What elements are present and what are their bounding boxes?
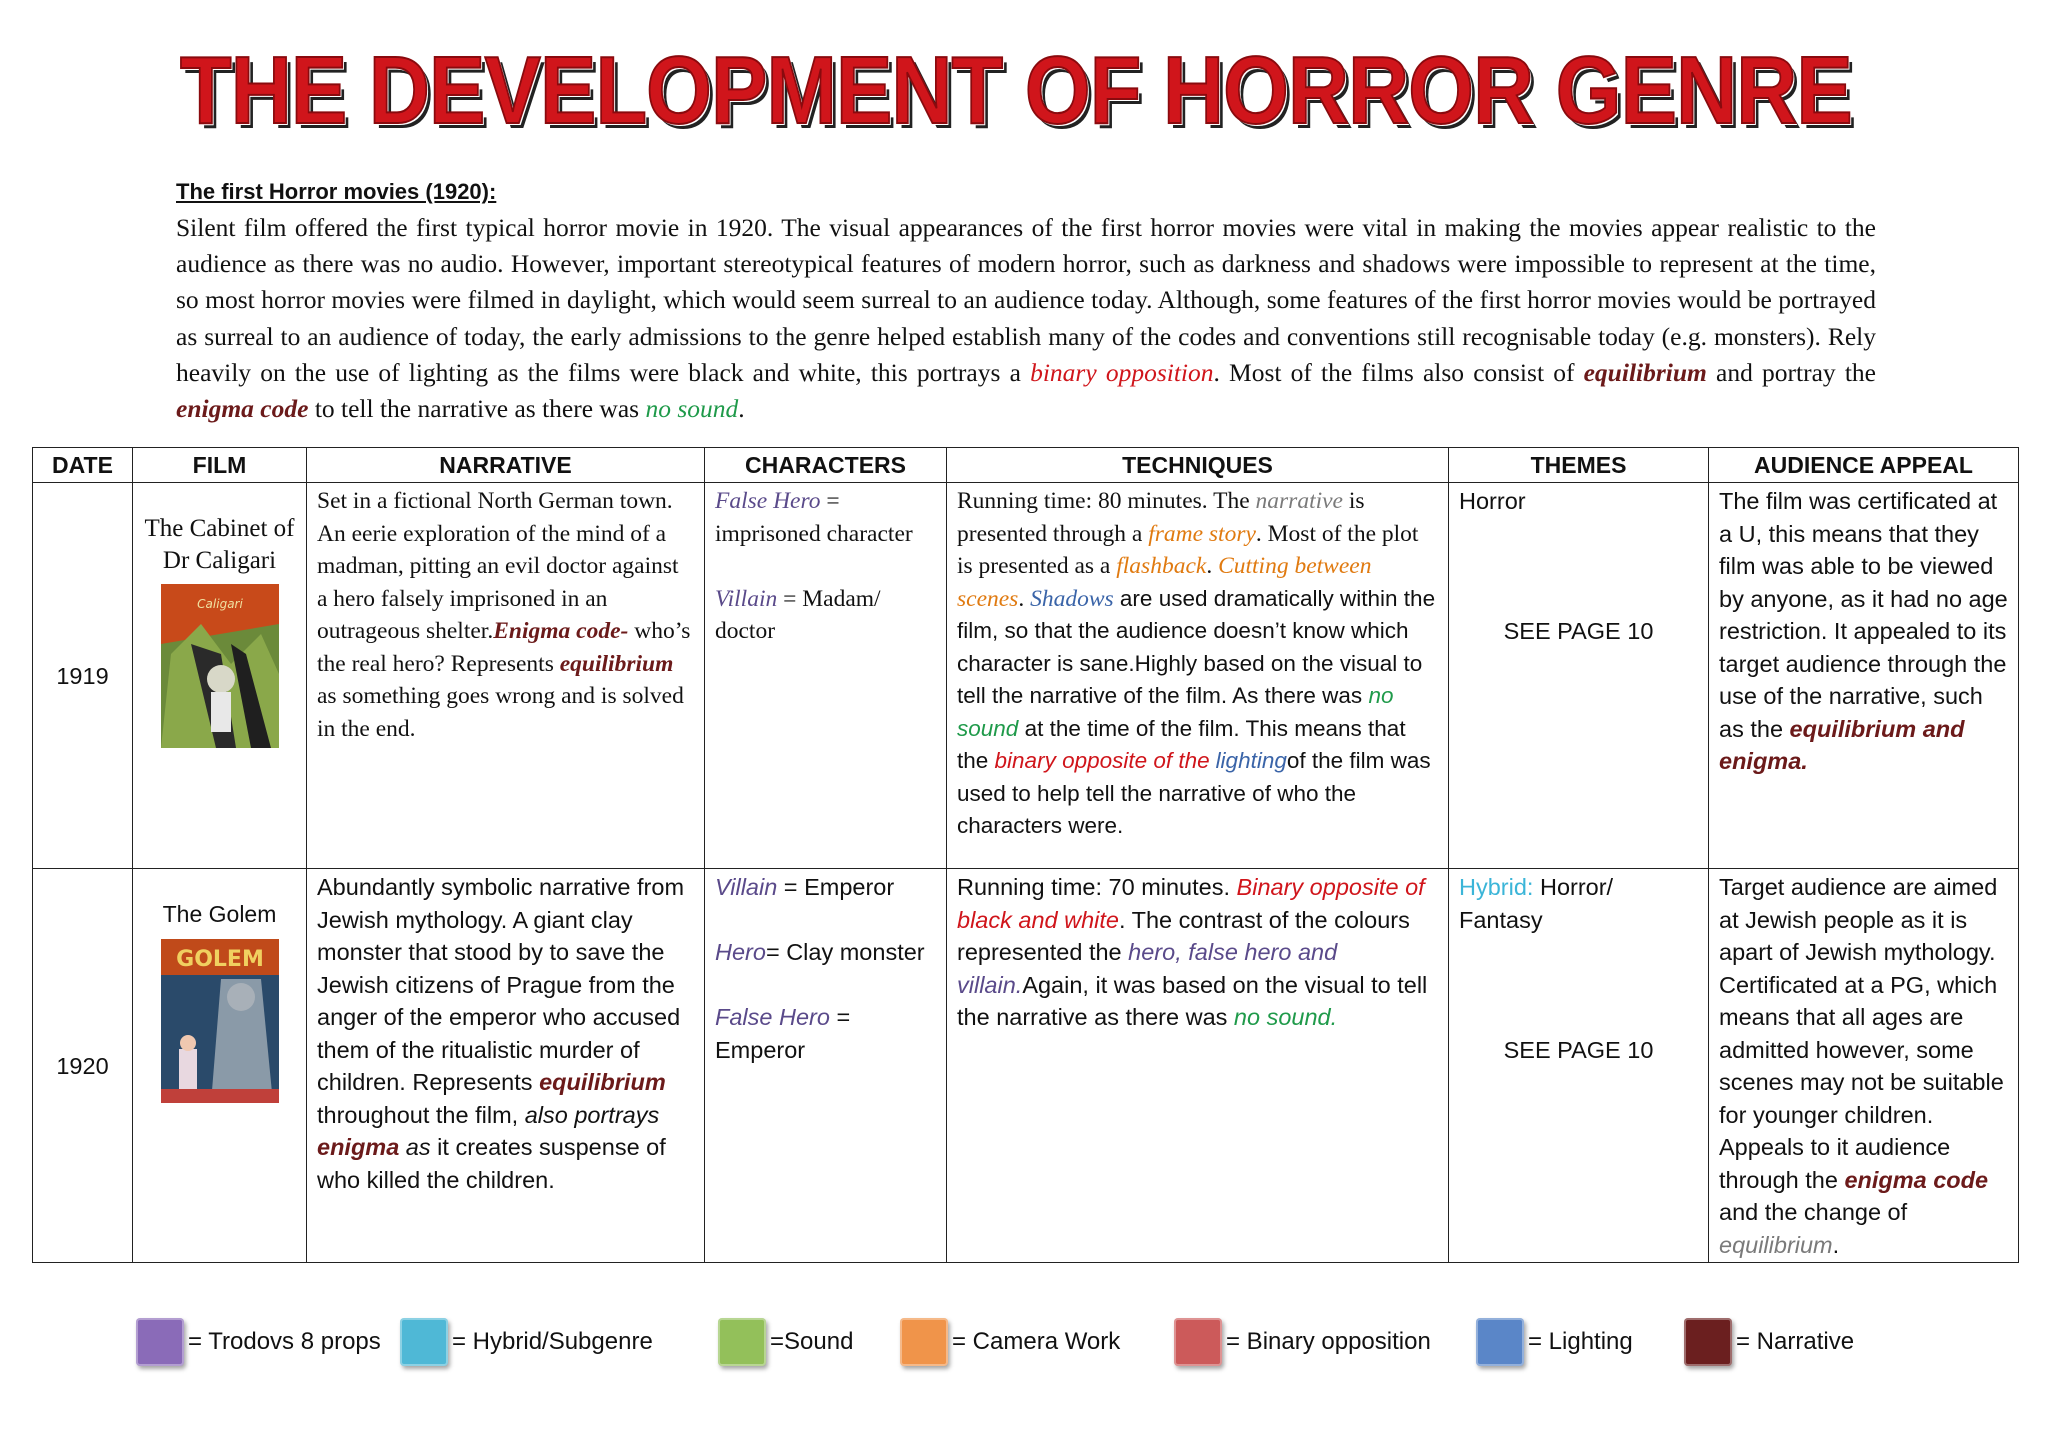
color-legend bbox=[136, 1316, 1936, 1368]
row1-narrative-text-3: as something goes wrong and is solved in the end. bbox=[317, 683, 684, 742]
row1-villain-desc: = Madam/ doctor bbox=[715, 585, 881, 644]
row2-themes-see-page: SEE PAGE 10 bbox=[1503, 1036, 1654, 1063]
row1-villain: Villain bbox=[715, 585, 778, 612]
row2-techniques bbox=[947, 869, 1449, 1263]
legend-label: = Binary opposition bbox=[1226, 1328, 1431, 1355]
row2-themes-hybrid: Hybrid: bbox=[1459, 874, 1534, 900]
header-date: DATE bbox=[33, 448, 133, 483]
row1-tech-lighting: lighting bbox=[1215, 748, 1287, 773]
row1-tech-binary: binary opposite of the bbox=[994, 748, 1210, 773]
legend-label: = Camera Work bbox=[952, 1328, 1121, 1355]
row1-themes bbox=[1449, 483, 1709, 869]
row2-audience-text-3: . bbox=[1832, 1231, 1840, 1258]
legend-swatch-maroon bbox=[1684, 1318, 1732, 1366]
row2-tech-nosound: no sound. bbox=[1233, 1004, 1338, 1030]
table-row bbox=[33, 869, 2019, 1263]
intro-binary: binary opposition bbox=[1030, 357, 1214, 387]
row2-narrative-text-2: throughout the film, bbox=[317, 1101, 525, 1128]
legend-item-binary bbox=[1174, 1316, 1431, 1368]
caligari-poster-image bbox=[161, 584, 279, 748]
legend-item-todorov bbox=[136, 1316, 381, 1368]
row2-hero-desc: = Clay monster bbox=[765, 939, 925, 965]
row1-film bbox=[133, 483, 307, 869]
row2-narrative-equilibrium: equilibrium bbox=[539, 1069, 666, 1095]
row2-false-hero-desc: = Emperor bbox=[715, 1004, 851, 1063]
table-row bbox=[33, 483, 2019, 869]
legend-swatch-blue bbox=[1476, 1318, 1524, 1366]
row1-themes-see-page: SEE PAGE 10 bbox=[1503, 618, 1654, 644]
row2-audience-text-2: and the change of bbox=[1719, 1199, 1908, 1225]
row2-villain: Villain bbox=[715, 874, 778, 900]
row2-themes-genre: Horror/ Fantasy bbox=[1459, 874, 1614, 933]
horror-table bbox=[32, 447, 2019, 1263]
row1-tech-text-6: are used dramatically within the film, so that the audience doesn’t know which character is sane.Highly based on the visual to tell the narrative of the film. As there was bbox=[957, 585, 1436, 708]
header-techniques: TECHNIQUES bbox=[947, 448, 1449, 483]
row1-tech-narrative: narrative bbox=[1255, 488, 1343, 514]
legend-swatch-green bbox=[718, 1318, 766, 1366]
intro-equilibrium: equilibrium bbox=[1583, 357, 1707, 387]
header-narrative: NARRATIVE bbox=[307, 448, 705, 483]
intro-text-4: to tell the narrative as there was bbox=[308, 394, 646, 424]
row2-tech-roles: hero, false hero and villain. bbox=[957, 939, 1338, 998]
row1-tech-nosound: no sound bbox=[957, 683, 1394, 741]
row1-themes-genre: Horror bbox=[1459, 488, 1526, 514]
row2-tech-text-2: . The contrast of the colours represented the bbox=[957, 906, 1410, 965]
row1-tech-text-2: is presented through a bbox=[957, 488, 1365, 547]
row1-tech-shadows: Shadows bbox=[1030, 585, 1114, 612]
row2-tech-binary: Binary opposite of black and white bbox=[957, 874, 1425, 933]
row1-narrative-text: Set in a fictional North German town. An eerie exploration of the mind of a madman, pitting an evil doctor against a hero falsely imprisoned in an outrageous shelter. bbox=[317, 488, 679, 644]
svg-text:GOLEM: GOLEM bbox=[175, 946, 264, 972]
row1-tech-text: Running time: 80 minutes. The bbox=[957, 488, 1256, 514]
row2-narrative-text-4: it creates suspense of who killed the children. bbox=[317, 1134, 666, 1193]
row2-audience-text: Target audience are aimed at Jewish people as it is apart of Jewish mythology. Certificated at a PG, which means that all ages are admitted however, some scenes may not be suitable for younger children. Appeals to it audience through the bbox=[1719, 874, 2004, 1193]
header-film: FILM bbox=[133, 448, 307, 483]
row1-narrative bbox=[307, 483, 705, 869]
row1-tech-text-7: at the time of the film. This means that the bbox=[957, 715, 1406, 773]
row2-audience-equilibrium: equilibrium bbox=[1719, 1231, 1833, 1258]
intro-heading: The first Horror movies (1920): bbox=[176, 179, 497, 204]
legend-label: = Hybrid/Subgenre bbox=[452, 1328, 653, 1355]
row2-narrative bbox=[307, 869, 705, 1263]
row1-characters bbox=[705, 483, 947, 869]
row2-villain-desc: = Emperor bbox=[777, 874, 895, 900]
intro-nosound: no sound bbox=[645, 394, 739, 424]
row1-false-hero-desc: = imprisoned character bbox=[715, 488, 913, 547]
intro-paragraph bbox=[176, 174, 1876, 427]
golem-poster-image bbox=[161, 939, 279, 1103]
legend-swatch-red bbox=[1174, 1318, 1222, 1366]
row2-false-hero: False Hero bbox=[715, 1004, 830, 1030]
legend-swatch-cyan bbox=[400, 1318, 448, 1366]
legend-item-hybrid bbox=[400, 1316, 653, 1368]
row1-audience-text: The film was certificated at a U, this means that they film was able to be viewed by anyone, as it had no age restriction. It appealed to its target audience through the use of the narrative, such as the bbox=[1719, 488, 2008, 742]
header-characters: CHARACTERS bbox=[705, 448, 947, 483]
row2-narrative-text: Abundantly symbolic narrative from Jewish mythology. A giant clay monster that stood by to save the Jewish citizens of Prague from the anger of the emperor who accused them of the ritualistic murder of children. Represents bbox=[317, 874, 685, 1095]
row1-tech-frame-story: frame story bbox=[1148, 520, 1256, 547]
intro-text-5: . bbox=[738, 394, 745, 424]
intro-text: Silent film offered the first typical horror movie in 1920. The visual appearances of the first horror movies were vital in making the movies appear realistic to the audience as there was no audio. However, important stereotypical features of modern horror, such as darkness and shadows were impossible to represent at the time, so most horror movies were filmed in daylight, which would seem surreal to an audience today. Although, some features of the first horror movies would be portrayed as surreal to an audience of today, the early admissions to the genre helped establish many of the codes and conventions still recognisable today (e.g. monsters). Rely heavily on the use of lighting as the films were black and white, this portrays a bbox=[176, 213, 1876, 387]
legend-swatch-orange bbox=[900, 1318, 948, 1366]
intro-text-3: and portray the bbox=[1706, 357, 1876, 387]
row1-false-hero: False Hero bbox=[715, 488, 821, 514]
legend-label: = Narrative bbox=[1736, 1328, 1855, 1355]
row1-tech-text-5: . bbox=[1018, 585, 1031, 612]
intro-text-2: . Most of the films also consist of bbox=[1213, 357, 1584, 387]
legend-item-narrative bbox=[1684, 1316, 1854, 1368]
row1-tech-text-4: . bbox=[1206, 553, 1219, 579]
svg-text:Caligari: Caligari bbox=[196, 597, 243, 611]
row2-narrative-as: as bbox=[399, 1134, 431, 1160]
row2-date: 1920 bbox=[33, 869, 133, 1263]
row2-audience bbox=[1709, 869, 2019, 1263]
intro-enigma: enigma code bbox=[176, 394, 309, 424]
row1-audience bbox=[1709, 483, 2019, 869]
row1-tech-cutting: Cutting between scenes bbox=[957, 553, 1372, 612]
row2-hero: Hero bbox=[715, 939, 766, 965]
row1-tech-text-9: of the film was used to help tell the narrative of who the characters were. bbox=[957, 748, 1431, 838]
legend-label: = Lighting bbox=[1528, 1328, 1633, 1355]
row1-film-title: The Cabinet of Dr Caligari bbox=[144, 515, 295, 574]
row1-narrative-text-2: who’s the real hero? Represents bbox=[317, 618, 691, 677]
row2-film-title: The Golem bbox=[162, 901, 277, 927]
row1-techniques bbox=[947, 483, 1449, 869]
legend-item-lighting bbox=[1476, 1316, 1633, 1368]
header-audience-appeal: AUDIENCE APPEAL bbox=[1709, 448, 2019, 483]
row2-narrative-enigma: enigma bbox=[317, 1134, 400, 1160]
page-title: THE DEVELOPMENT OF HORROR GENRE bbox=[180, 37, 1852, 144]
row2-tech-text: Running time: 70 minutes. bbox=[957, 874, 1237, 900]
legend-item-camera bbox=[900, 1316, 1120, 1368]
table-header-row bbox=[33, 448, 2019, 483]
legend-item-sound bbox=[718, 1316, 853, 1368]
row2-audience-enigma: enigma code bbox=[1844, 1166, 1989, 1193]
row1-date: 1919 bbox=[33, 483, 133, 869]
legend-swatch-purple bbox=[136, 1318, 184, 1366]
row1-tech-flashback: flashback bbox=[1116, 553, 1207, 579]
row2-characters bbox=[705, 869, 947, 1263]
row1-narrative-enigma: Enigma code- bbox=[493, 618, 629, 644]
legend-label: =Sound bbox=[770, 1328, 854, 1355]
header-themes: THEMES bbox=[1449, 448, 1709, 483]
legend-label: = Trodovs 8 props bbox=[188, 1328, 381, 1355]
row1-narrative-equilibrium: equilibrium bbox=[559, 650, 674, 677]
row1-audience-em: equilibrium and enigma. bbox=[1719, 715, 1965, 774]
row2-themes bbox=[1449, 869, 1709, 1263]
row2-narrative-also: also portrays bbox=[524, 1101, 660, 1128]
row1-tech-text-3: . Most of the plot is presented as a bbox=[957, 520, 1419, 579]
row2-film bbox=[133, 869, 307, 1263]
row2-tech-text-3: Again, it was based on the visual to tell the narrative as there was bbox=[957, 971, 1428, 1030]
